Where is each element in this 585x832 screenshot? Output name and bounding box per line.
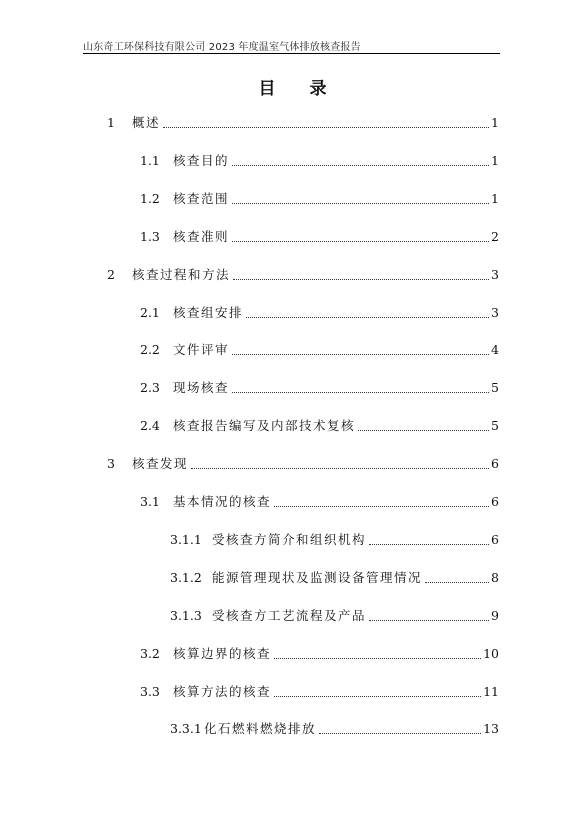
toc-dot-leader [232, 241, 489, 242]
toc-entry-number: 1.1 [140, 152, 160, 168]
toc-entry-number: 3.1 [140, 494, 160, 509]
toc-dot-leader [274, 696, 481, 697]
toc-dot-leader [369, 544, 489, 545]
toc-entry-page-number: 10 [483, 645, 499, 661]
toc-entry-number: 3.3 [140, 683, 160, 699]
toc-entry[interactable] [107, 455, 499, 473]
toc-entry[interactable] [140, 190, 499, 208]
toc-dot-leader [163, 127, 489, 128]
toc-dot-leader [319, 733, 481, 734]
toc-entry-number: 2.2 [140, 342, 160, 358]
toc-entry-label: 核查准则 [173, 228, 230, 244]
toc-entry-number: 1 [107, 115, 115, 130]
toc-entry-page-number: 3 [491, 266, 499, 282]
toc-entry-page-number: 6 [491, 531, 499, 547]
toc-entry-label: 文件评审 [173, 342, 230, 358]
toc-entry[interactable] [140, 228, 499, 246]
toc-entry[interactable] [107, 266, 499, 284]
toc-dot-leader [358, 430, 489, 431]
toc-entry-page-number: 11 [483, 683, 499, 699]
toc-entry[interactable] [170, 569, 499, 587]
toc-entry[interactable] [107, 114, 499, 132]
toc-entry-label: 核查过程和方法 [132, 266, 231, 282]
toc-entry-page-number: 8 [491, 569, 499, 585]
header-text: 山东奇工环保科技有限公司 2023 年度温室气体排放核查报告 [83, 42, 361, 53]
header-rule [83, 53, 500, 54]
toc-entry-number: 3.2 [140, 645, 160, 661]
toc-entry-number: 2.4 [140, 418, 160, 434]
toc-entry[interactable] [170, 720, 499, 738]
toc-entry-label: 基本情况的核查 [173, 494, 272, 509]
toc-entry-page-number: 4 [491, 342, 499, 358]
toc-entry-label: 现场核查 [173, 380, 230, 396]
toc-entry-label: 受核查方工艺流程及产品 [212, 607, 367, 623]
toc-entry-number: 3.1.1 [170, 531, 202, 547]
toc-dot-leader [233, 279, 489, 280]
toc-entry-page-number: 3 [491, 304, 499, 320]
toc-entry-number: 3.1.3 [170, 607, 202, 623]
toc-entry[interactable] [140, 379, 499, 397]
toc-entry-page-number: 2 [491, 228, 499, 244]
toc-entry-page-number: 1 [491, 190, 499, 206]
toc-entry-number: 3.1.2 [170, 569, 202, 585]
toc-dot-leader [232, 203, 489, 204]
toc-entry-label: 核算方法的核查 [173, 683, 272, 699]
toc-entry-number: 3 [107, 456, 115, 472]
toc-entry-number: 2 [107, 266, 115, 282]
toc-entry-label: 核查范围 [173, 190, 230, 206]
toc-entry-page-number: 1 [491, 115, 499, 130]
toc-dot-leader [369, 620, 489, 621]
toc-entry[interactable] [140, 152, 499, 170]
toc-entry-number: 2.1 [140, 304, 160, 320]
toc-entry-page-number: 1 [491, 152, 499, 168]
toc-entry[interactable] [140, 645, 499, 663]
toc-entry-number: 1.2 [140, 190, 160, 206]
toc-entry-number: 1.3 [140, 228, 160, 244]
toc-entry-label: 核查报告编写及内部技术复核 [173, 418, 356, 434]
toc-entry[interactable] [140, 417, 499, 435]
toc-dot-leader [232, 392, 489, 393]
toc-entry-page-number: 5 [491, 380, 499, 396]
toc-entry-number: 3.3.1 [170, 721, 202, 737]
toc-dot-leader [191, 468, 489, 469]
toc-entry-page-number: 13 [483, 721, 499, 737]
toc-dot-leader [232, 354, 489, 355]
toc-entry-label: 化石燃料燃烧排放 [204, 721, 317, 737]
toc-entry[interactable] [140, 493, 499, 511]
toc-entry-label: 能源管理现状及监测设备管理情况 [212, 569, 423, 585]
toc-entry-label: 受核查方简介和组织机构 [212, 531, 367, 547]
toc-entry[interactable] [140, 683, 499, 701]
toc-entry-label: 概述 [132, 115, 161, 130]
toc-dot-leader [246, 317, 489, 318]
toc-entry-page-number: 6 [491, 456, 499, 472]
toc-dot-leader [274, 658, 481, 659]
toc-entry[interactable] [140, 341, 499, 359]
toc-title: 目 录 [258, 79, 341, 99]
toc-entry-label: 核查组安排 [173, 304, 244, 320]
toc-entry-number: 2.3 [140, 380, 160, 396]
toc-dot-leader [232, 165, 489, 166]
toc-entry[interactable] [170, 607, 499, 625]
toc-entry-label: 核查目的 [173, 152, 230, 168]
toc-entry-page-number: 5 [491, 418, 499, 434]
toc-dot-leader [425, 582, 489, 583]
toc-entry[interactable] [170, 531, 499, 549]
toc-entry-label: 核查发现 [132, 456, 189, 472]
toc-entry-label: 核算边界的核查 [173, 645, 272, 661]
toc-entry-page-number: 9 [491, 607, 499, 623]
toc-entry-page-number: 6 [491, 494, 499, 509]
toc-entry[interactable] [140, 304, 499, 322]
toc-dot-leader [274, 506, 489, 507]
